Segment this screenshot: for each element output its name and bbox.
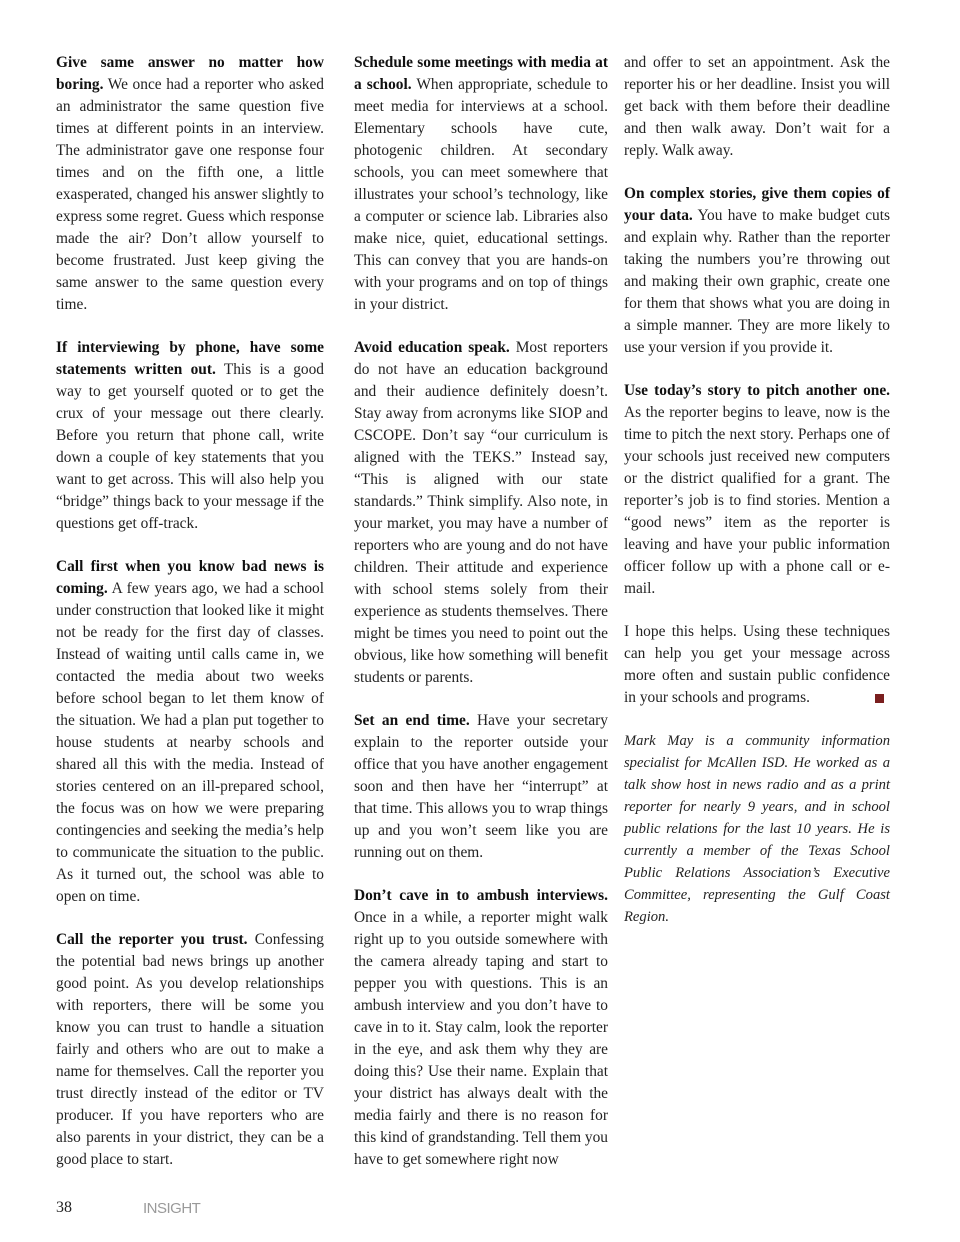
paragraph	[56, 337, 324, 535]
paragraph-body: When appropriate, schedule to meet media for interviews at a school. Elementary schools have cute, photogenic children. At secondary schools, you can meet somewhere that illustrates your school’s technology, like a computer or science lab. Libraries also make nice, quiet, educational settings. This can convey that you are hands-on with your programs and on top of things in your district.	[354, 76, 609, 313]
continued-paragraph: and offer to set an appointment. Ask the reporter his or her deadline. Insist you will get back with them before their deadline and then walk away. Don’t wait for a reply. Walk away.	[624, 54, 890, 159]
paragraph	[56, 929, 324, 1171]
column-1	[56, 52, 324, 1192]
end-of-article-icon	[875, 694, 884, 703]
paragraph-body: Most reporters do not have an education background and their audience definitely doesn’t. Stay away from acronyms like SIOP and CSCOPE. Don’t say “our curriculum is aligned with the TEKS.” Instead say, “This is aligned with our state standards.” Think simplify. Also note, in your market, you may have a number of reporters who are young and do not have children. Their attitude and experience with school stems solely from their experience as students themselves. There might be times you need to point out the obvious, like how something will benefit students or parents.	[354, 339, 608, 686]
paragraph	[354, 52, 608, 316]
paragraph	[354, 885, 608, 1171]
paragraph-lead: Use today’s story to pitch another one.	[624, 382, 890, 399]
paragraph-lead: Set an end time.	[354, 712, 470, 729]
paragraph-body: Confessing the potential bad news brings up another good point. As you develop relationships with reporters, there will be some you know you can trust to handle a situation fairly and others who are out to make a name for themselves. Call the reporter you trust directly instead of the editor or TV producer. If you have reporters who are also parents in your district, they can be a good place to start.	[56, 931, 324, 1168]
paragraph-lead: Call the reporter you trust.	[56, 931, 248, 948]
paragraph	[624, 380, 890, 600]
paragraph-lead: If interviewing by phone, have some statements written out.	[56, 339, 324, 378]
paragraph-body: Have your secretary explain to the reporter outside your office that you have another engagement soon and then have her “interrupt” at that time. This allows you to wrap things up and you won’t seem like you are running out on them.	[354, 712, 608, 861]
paragraph	[56, 556, 324, 908]
paragraph-body: Once in a while, a reporter might walk right up to you outside somewhere with the camera already taping and start to pepper you with questions. This is an ambush interview and you don’t have to cave in to it. Stay calm, look the reporter in the eye, and ask them why they are doing this? Use their name. Explain that your district has always dealt with the media fairly and there is no reason for this kind of grandstanding. Tell them you have to get somewhere right now	[354, 909, 608, 1168]
column-3	[624, 52, 890, 949]
closing-text: I hope this helps. Using these techniques can help you get your message across more often and sustain public confidence in your schools and programs.	[624, 623, 890, 706]
page-number: 38	[56, 1199, 72, 1216]
column-2	[354, 52, 608, 1192]
paragraph-body: As the reporter begins to leave, now is the time to pitch the next story. Perhaps one of your schools just received new computers or the district qualified for a grant. The reporter’s job is to find stories. Mention a “good news” item as the reporter is leaving and have your public information officer follow up with a phone call or e-mail.	[624, 404, 890, 597]
paragraph-body: A few years ago, we had a school under construction that looked like it might not be ready for the first day of classes. Instead of waiting until calls came in, we contacted the media about two weeks before school began to let them know of the situation. We had a plan put together to house students at nearby schools and shared all this with the media. Instead of stories centered on an ill-prepared school, the focus was on how we were preparing contingencies and seeking the media’s help to communicate the situation to the public. As it turned out, the school was able to open on time.	[56, 580, 324, 905]
paragraph-body: You have to make budget cuts and explain why. Rather than the reporter taking the numbers you’re throwing out and making their own graphic, create one for them that shows what you are doing in a simple manner. They are more likely to use your version if you provide it.	[624, 207, 890, 356]
paragraph-lead: Give same answer no matter how boring.	[56, 54, 324, 93]
paragraph	[56, 52, 324, 316]
paragraph	[624, 183, 890, 359]
paragraph-lead: Avoid education speak.	[354, 339, 510, 356]
paragraph	[354, 710, 608, 864]
paragraph-lead: Call first when you know bad news is coming.	[56, 558, 324, 597]
paragraph-lead: On complex stories, give them copies of your data.	[624, 185, 890, 224]
closing-paragraph	[624, 621, 890, 709]
author-bio: Mark May is a community information specialist for McAllen ISD. He worked as a talk show host in news radio and as a print reporter for nearly 9 years, and in school public relations for the last 10 years. He is currently a member of the Texas School Public Relations Association’s Executive Committee, representing the Gulf Coast Region.	[624, 733, 890, 925]
paragraph-lead: Schedule some meetings with media at a school.	[354, 54, 608, 93]
paragraph	[354, 337, 608, 689]
paragraph-body: We once had a reporter who asked an administrator the same question five times at different points in an interview. The administrator gave one response four times and on the fifth one, a little exasperated, changed his answer slightly to express some regret. Guess which response made the air? Don’t allow yourself to become frustrated. Just keep giving the same answer to the same question every time.	[56, 76, 324, 313]
paragraph-body: This is a good way to get yourself quoted or to get the crux of your message out there clearly. Before you return that phone call, write down a couple of key statements that you want to get across. This will also help you “bridge” things back to your message if the questions get off-track.	[56, 361, 324, 532]
publication-title: INSIGHT	[143, 1200, 201, 1217]
paragraph-lead: Don’t cave in to ambush interviews.	[354, 887, 608, 904]
